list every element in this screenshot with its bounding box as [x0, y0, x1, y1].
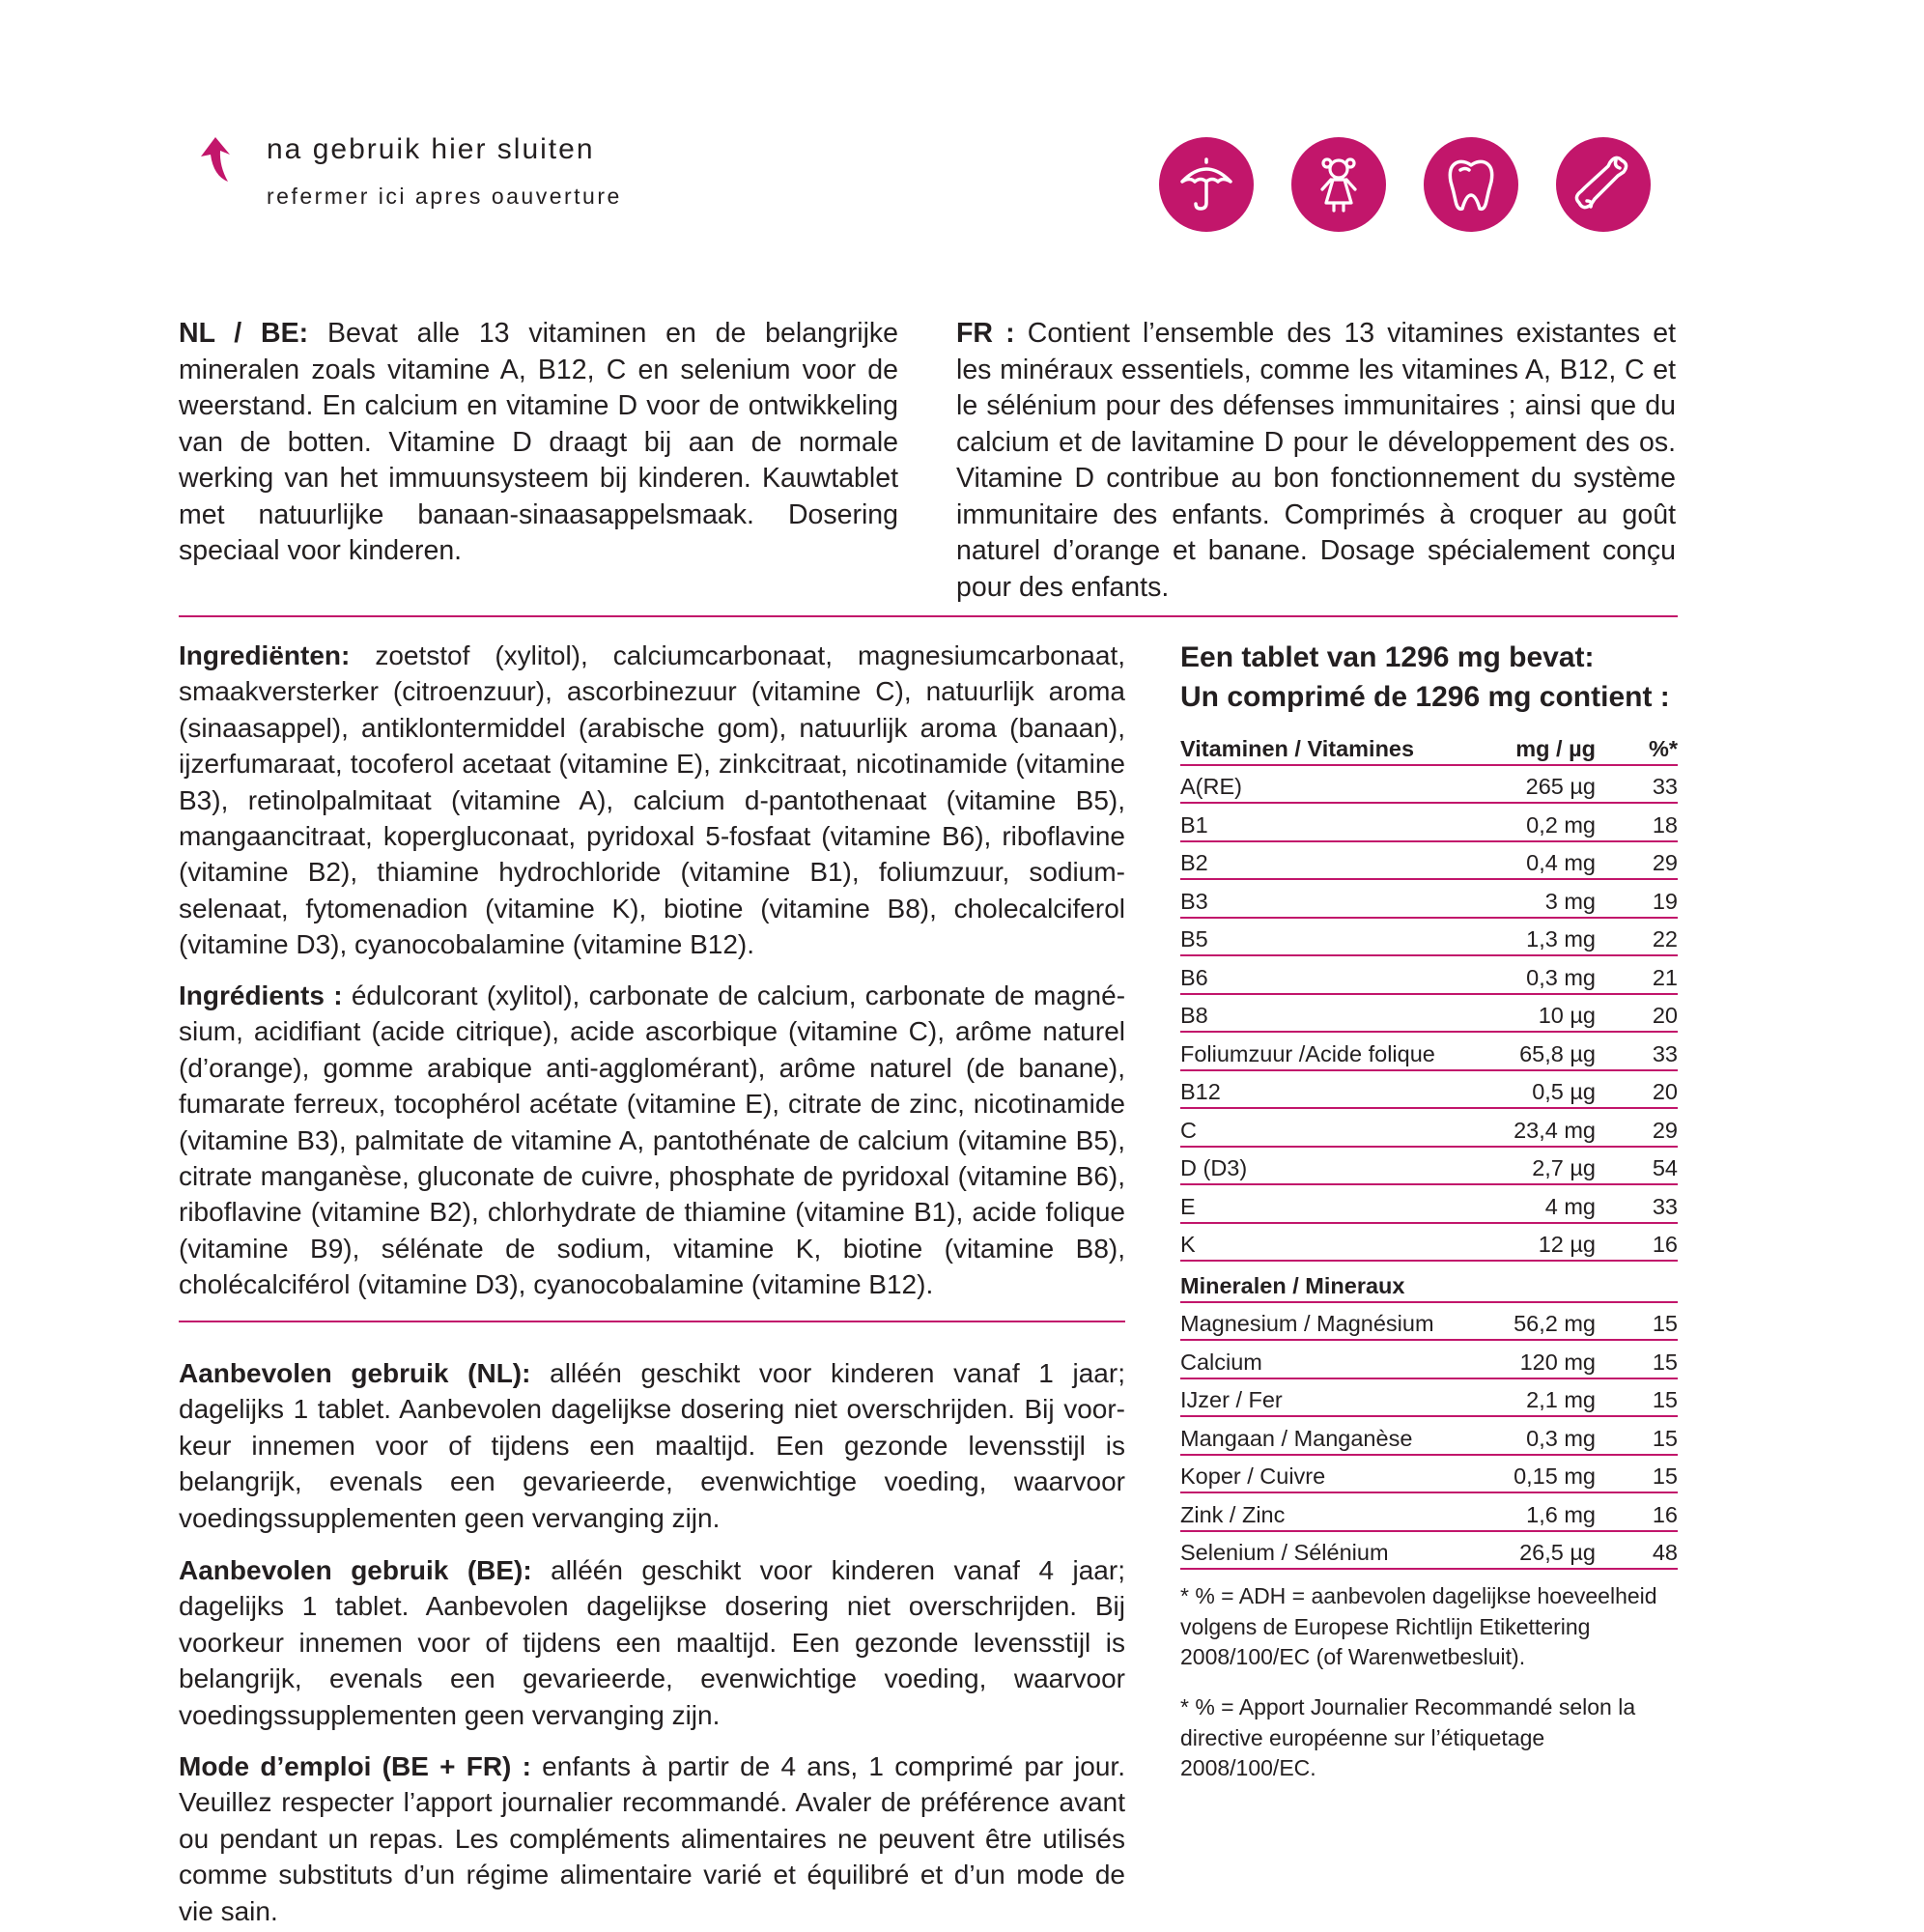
vitamin-percent: 29 — [1652, 1117, 1678, 1143]
vitamin-row — [1180, 918, 1678, 956]
mineral-name: Magnesium / Magnésium — [1180, 1311, 1434, 1336]
mineral-percent: 15 — [1652, 1311, 1678, 1336]
usage-be-label: Aanbevolen gebruik (BE): — [179, 1555, 532, 1585]
usage-fr-text: enfants à partir de 4 ans, 1 comprimé par jour. Veuillez respecter l’apport journalier recommandé. Avaler de préférence avant ou pendant un repas. Les compléments alimentaires ne peuvent être utilisés comme substituts d’un régime alimentaire varié et équilibré et d’un mode de vie sain. — [179, 1751, 1125, 1926]
vitamin-name: A(RE) — [1180, 774, 1242, 799]
vitamin-row — [1180, 841, 1678, 880]
vitamin-amount: 0,3 mg — [1526, 964, 1596, 990]
intro-fr — [956, 316, 1676, 606]
vitamin-row — [1180, 803, 1678, 841]
mineral-percent: 15 — [1652, 1463, 1678, 1489]
mineral-name: IJzer / Fer — [1180, 1387, 1283, 1412]
bone-icon — [1556, 137, 1651, 232]
vitamin-percent: 18 — [1652, 811, 1678, 838]
mineral-row — [1180, 1492, 1678, 1531]
mineral-amount: 0,15 mg — [1514, 1463, 1596, 1489]
vitamin-percent: 21 — [1652, 964, 1678, 990]
vitamin-amount: 265 µg — [1525, 774, 1596, 799]
vitamins-col-name: Vitaminen / Vitamines — [1180, 735, 1415, 761]
vitamin-row — [1180, 955, 1678, 994]
mineral-amount: 56,2 mg — [1514, 1311, 1596, 1336]
mineral-name: Selenium / Sélénium — [1180, 1540, 1389, 1565]
vitamin-name: B1 — [1180, 811, 1208, 838]
mineral-name: Calcium — [1180, 1349, 1262, 1375]
vitamin-amount: 2,7 µg — [1532, 1155, 1596, 1180]
minerals-header-row — [1180, 1264, 1678, 1302]
nutrition-title-nl: Een tablet van 1296 mg bevat: — [1180, 641, 1595, 673]
usage-be-text: alléén geschikt voor kinderen vanaf 4 jaar; dagelijks 1 tablet. Aanbevolen dagelijkse dosering niet overschrijden. Bij voorkeur innemen voor of tijdens een maaltijd. Een gezonde levensstijl is belangrijk, evenals een gevarieerde, evenwichtige voeding, waarvoor voedingssupplementen geen vervanging zijn. — [179, 1555, 1125, 1730]
umbrella-icon — [1159, 137, 1254, 232]
vitamin-amount: 0,2 mg — [1526, 811, 1596, 838]
usage-fr-label: Mode d’emploi (BE + FR) : — [179, 1751, 531, 1781]
vitamin-name: B3 — [1180, 888, 1208, 914]
vitamin-amount: 23,4 mg — [1514, 1117, 1596, 1143]
vitamin-percent: 54 — [1652, 1155, 1678, 1180]
vitamin-name: D (D3) — [1180, 1155, 1248, 1180]
vitamin-percent: 29 — [1652, 850, 1678, 875]
vitamin-amount: 0,4 mg — [1526, 850, 1596, 875]
mineral-amount: 26,5 µg — [1519, 1540, 1596, 1565]
ingredients-fr — [179, 978, 1125, 1303]
mineral-amount: 1,6 mg — [1526, 1501, 1596, 1527]
mineral-row — [1180, 1455, 1678, 1493]
mineral-name: Koper / Cuivre — [1180, 1463, 1326, 1489]
ingredients-nl-text: zoetstof (xylitol), calciumcarbonaat, magnesiumcarbonaat, smaakversterker (citroenzuur), ascorbinezuur (vitamine C), natuurlijk aroma (sinaasappel), antiklontermiddel (arabische gom), natuurlijk aroma (banaan), ijzerfumaraat, tocoferol acetaat (vitamine E), zinkcitraat, nicotinamide (vitamine B3), retinolpalmitaat (vitamine A), calcium d-pantothenaat (vitamine B5), mangaancitraat, kopergluconaat, pyridoxal 5-fosfaat (vitamine B6), riboflavine (vitamine B2), thiamine hydrochloride (vitamine B1), foliumzuur, sodiumselenaat, fytomenadion (vitamine K), biotine (vitamine B8), cholecalciferol (vitamine D3), cyanocobalamine (vitamine B12). — [179, 640, 1125, 960]
vitamin-row — [1180, 1223, 1678, 1262]
footnote-nl: * % = ADH = aanbevolen dagelijkse hoeveelheid volgens de Europese Richtlijn Etikettering 2008/100/EC (of Warenwetbesluit). — [1180, 1583, 1657, 1669]
vitamin-amount: 3 mg — [1544, 888, 1596, 914]
vitamins-table — [1180, 727, 1678, 1262]
close-here-label-nl: na gebruik hier sluiten — [267, 133, 595, 165]
nutrition-title — [1180, 638, 1683, 717]
mineral-row — [1180, 1302, 1678, 1341]
vitamin-amount: 1,3 mg — [1526, 926, 1596, 952]
divider-top — [179, 615, 1678, 617]
vitamin-percent: 19 — [1652, 888, 1678, 914]
vitamin-name: B2 — [1180, 850, 1208, 875]
close-here-label-fr: refermer ici apres oauverture — [267, 184, 622, 209]
mineral-percent: 16 — [1652, 1501, 1678, 1527]
intro-nl-text: Bevat alle 13 vitaminen en de belangrijke mineralen zoals vitamine A, B12, C en selenium voor de weerstand. En calcium en vitamine D voor de ontwikkeling van de botten. Vitamine D draagt bij aan de normale werking van het immuunsysteem bij kinderen. Kauwtablet met natuurlijke banaan-sinaasappelsmaak. Dosering speciaal voor kinderen. — [179, 318, 899, 566]
mineral-row — [1180, 1416, 1678, 1455]
child-icon — [1291, 137, 1386, 232]
ingredients-fr-label: Ingrédients : — [179, 980, 343, 1010]
footnote-fr: * % = Apport Journalier Recommandé selon la directive européenne sur l’étiquetage 2008/100/EC. — [1180, 1694, 1636, 1780]
vitamin-row — [1180, 994, 1678, 1033]
vitamin-percent: 33 — [1652, 1040, 1678, 1066]
mineral-amount: 120 mg — [1519, 1349, 1596, 1375]
vitamin-name: B5 — [1180, 926, 1208, 952]
ingredients-nl-label: Ingrediënten: — [179, 640, 351, 670]
mineral-amount: 0,3 mg — [1526, 1425, 1596, 1451]
vitamins-col-amount: mg / µg — [1515, 735, 1596, 761]
mineral-amount: 2,1 mg — [1526, 1387, 1596, 1412]
vitamin-amount: 10 µg — [1538, 1003, 1596, 1028]
nutrition-title-fr: Un comprimé de 1296 mg contient : — [1180, 681, 1670, 713]
mineral-name: Zink / Zinc — [1180, 1501, 1286, 1527]
usage-fr — [179, 1748, 1125, 1929]
mineral-row — [1180, 1378, 1678, 1417]
vitamin-percent: 20 — [1652, 1003, 1678, 1028]
vitamin-row — [1180, 1184, 1678, 1223]
vitamin-name: B6 — [1180, 964, 1208, 990]
vitamin-name: E — [1180, 1193, 1196, 1219]
vitamin-percent: 16 — [1652, 1232, 1678, 1257]
mineral-name: Mangaan / Manganèse — [1180, 1425, 1413, 1451]
vitamin-amount: 65,8 µg — [1519, 1040, 1596, 1066]
minerals-table — [1180, 1264, 1678, 1570]
vitamin-name: C — [1180, 1117, 1197, 1143]
vitamin-row — [1180, 1070, 1678, 1109]
mineral-percent: 15 — [1652, 1349, 1678, 1375]
vitamin-percent: 33 — [1652, 1193, 1678, 1219]
mineral-percent: 15 — [1652, 1425, 1678, 1451]
intro-fr-text: Contient l’ensemble des 13 vitamines existantes et les minéraux essentiels, comme les vitamines A, B12, C et le sélénium pour des défenses immunitaires ; ainsi que du calcium et de lavitamine D pour le développement des os. Vitamine D contribue au bon fonctionnement du système immunitaire des enfants. Comprimés à croquer au goût naturel d’orange et banane. Dosage spécialement conçu pour des enfants. — [956, 318, 1676, 603]
vitamin-name: K — [1180, 1232, 1196, 1257]
mineral-percent: 15 — [1652, 1387, 1678, 1412]
up-arrow-icon — [198, 135, 233, 185]
vitamin-row — [1180, 765, 1678, 804]
vitamin-row — [1180, 1147, 1678, 1185]
vitamin-percent: 33 — [1652, 774, 1678, 799]
vitamin-row — [1180, 1108, 1678, 1147]
usage-nl-label: Aanbevolen gebruik (NL): — [179, 1358, 531, 1388]
mineral-row — [1180, 1531, 1678, 1570]
vitamin-percent: 22 — [1652, 926, 1678, 952]
usage-be — [179, 1552, 1125, 1733]
intro-fr-label: FR : — [956, 318, 1015, 349]
ingredients-nl — [179, 638, 1125, 963]
vitamins-col-percent: %* — [1648, 735, 1678, 761]
divider-middle — [179, 1321, 1125, 1322]
minerals-col-name: Mineralen / Mineraux — [1180, 1272, 1405, 1298]
intro-nl-label: NL / BE: — [179, 318, 309, 349]
usage-nl-text: alléén geschikt voor kinderen vanaf 1 jaar; dagelijks 1 tablet. Aanbevolen dagelijkse dosering niet overschrijden. Bij voorkeur innemen voor of tijdens een maaltijd. Een gezonde levensstijl is belangrijk, evenals een gevarieerde, evenwichtige voeding, waarvoor voedingssupplementen geen vervanging zijn. — [179, 1358, 1125, 1533]
vitamin-percent: 20 — [1652, 1079, 1678, 1104]
vitamin-name: B8 — [1180, 1003, 1208, 1028]
vitamin-amount: 12 µg — [1538, 1232, 1596, 1257]
vitamin-amount: 0,5 µg — [1532, 1079, 1596, 1104]
tooth-icon — [1424, 137, 1518, 232]
mineral-row — [1180, 1340, 1678, 1378]
vitamin-name: Foliumzuur /Acide folique — [1180, 1040, 1435, 1066]
vitamins-header-row — [1180, 727, 1678, 765]
vitamin-row — [1180, 879, 1678, 918]
vitamin-name: B12 — [1180, 1079, 1221, 1104]
usage-nl — [179, 1355, 1125, 1536]
mineral-percent: 48 — [1652, 1540, 1678, 1565]
intro-nl — [179, 316, 898, 570]
vitamin-amount: 4 mg — [1544, 1193, 1596, 1219]
vitamin-row — [1180, 1032, 1678, 1070]
ingredients-fr-text: édulcorant (xylitol), carbonate de calcium, carbonate de magnésium, acidifiant (acide citrique), acide ascorbique (vitamine C), arôme naturel (d’orange), gomme arabique anti-agglomérant), arôme naturel (de banane), fumarate ferreux, tocophérol acétate (vitamine E), citrate de zinc, nicotinamide (vitamine B3), palmitate de vitamine A, pantothénate de calcium (vitamine B5), citrate manganèse, gluconate de cuivre, phosphate de pyridoxal (vitamine B6), riboflavine (vitamine B2), chlorhydrate de thiamine (vitamine B1), acide folique (vitamine B9), sélénate de sodium, vitamine K, biotine (vitamine B8), cholécalciférol (vitamine D3), cyanocobalamine (vitamine B12). — [179, 980, 1126, 1300]
